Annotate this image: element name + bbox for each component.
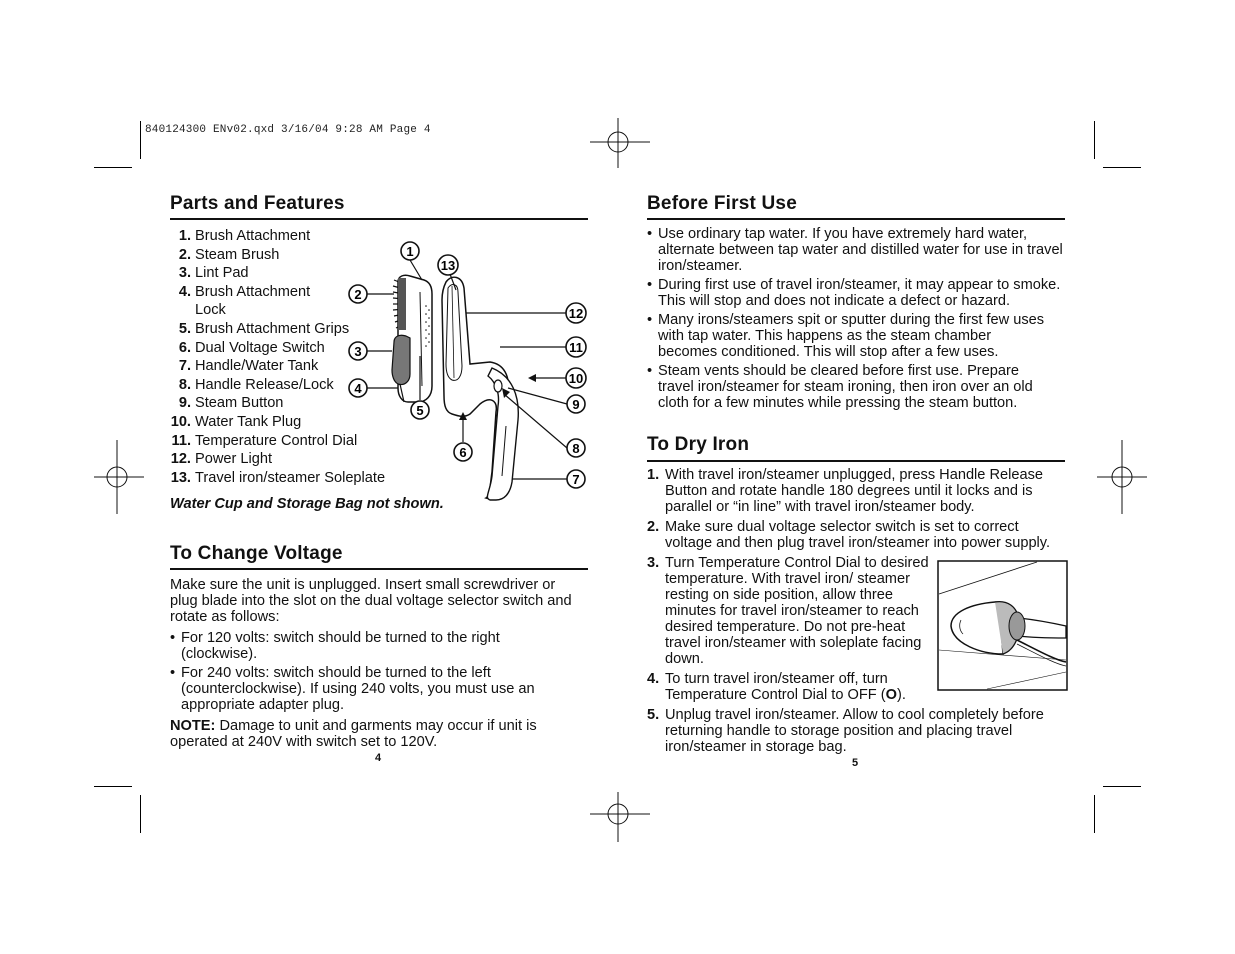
- page-number-left: 4: [375, 752, 382, 764]
- heading-rule: [170, 568, 588, 570]
- part-item: 12. Power Light: [170, 451, 273, 468]
- crop-mark: [1094, 795, 1095, 833]
- voltage-section: [170, 577, 585, 750]
- callout-label: 13: [440, 258, 456, 273]
- crop-mark: [1103, 167, 1141, 168]
- part-item: 9. Steam Button: [178, 395, 284, 412]
- dry-step: 5. Unplug travel iron/steamer. Allow to cool completely before returning handle to storage position and placing travel iron/steamer in storage bag.: [647, 707, 1044, 755]
- crop-mark: [1094, 121, 1095, 159]
- before-bullet: • Use ordinary tap water. If you have extremely hard water, alternate between tap water and distilled water for use in travel iron/steamer.: [647, 226, 1063, 274]
- part-item: 1. Brush Attachment: [178, 228, 311, 244]
- callout-label: 5: [416, 403, 424, 418]
- dry-step: 3. Turn Temperature Control Dial to desired temperature. With travel iron/ steamer resting on side position, allow three minutes for travel iron/steamer to reach desired temperature. Do not pre-heat travel iron/steamer with soleplate facing down.: [647, 555, 929, 667]
- part-item: 6. Dual Voltage Switch: [178, 339, 325, 356]
- callout-label: 12: [568, 306, 584, 321]
- dry-step: 4. To turn travel iron/steamer off, turn Temperature Control Dial to OFF (O).: [647, 671, 906, 703]
- voltage-heading: To Change Voltage: [170, 543, 343, 564]
- part-item: 13. Travel iron/steamer Soleplate: [170, 469, 386, 486]
- callout-label: 7: [572, 472, 580, 487]
- part-item: 8. Handle Release/Lock: [178, 376, 334, 393]
- part-item: 7. Handle/Water Tank: [178, 358, 319, 375]
- file-slug: 840124300 ENv02.qxd 3/16/04 9:28 AM Page 4: [145, 124, 431, 136]
- parts-heading: Parts and Features: [170, 193, 345, 214]
- callout-label: 11: [569, 340, 583, 355]
- callout-label: 9: [572, 397, 580, 412]
- callout-label: 10: [568, 371, 584, 386]
- page-number-right: 5: [852, 757, 859, 769]
- part-item: 10. Water Tank Plug: [170, 413, 302, 430]
- registration-mark-bottom: [590, 792, 650, 842]
- before-bullet: • During first use of travel iron/steamer, it may appear to smoke. This will stop and does not indicate a defect or hazard.: [647, 277, 1061, 309]
- heading-rule: [170, 218, 588, 220]
- dry-heading: To Dry Iron: [647, 434, 750, 455]
- part-item: 3. Lint Pad: [178, 265, 249, 282]
- part-item: 4. Brush Attachment: [178, 283, 311, 300]
- not-shown-note: Water Cup and Storage Bag not shown.: [170, 496, 444, 512]
- voltage-note: NOTE: Damage to unit and garments may occur if unit is operated at 240V with switch set to 120V.: [170, 718, 537, 750]
- crop-mark: [94, 786, 132, 787]
- part-item: 11. Temperature Control Dial: [171, 432, 358, 449]
- voltage-bullet: • For 120 volts: switch should be turned to the right (clockwise).: [170, 630, 500, 662]
- callout-label: 3: [354, 344, 362, 359]
- registration-mark-right: [1097, 440, 1147, 514]
- steamer-illustration: [340, 236, 592, 506]
- dry-step: 1. With travel iron/steamer unplugged, press Handle Release Button and rotate handle 180 degrees until it locks and is parallel or “in line” with travel iron/steamer body.: [647, 467, 1044, 515]
- part-item-continued: Lock: [195, 302, 226, 319]
- crop-mark: [1103, 786, 1141, 787]
- voltage-bullet: • For 240 volts: switch should be turned to the left (counterclockwise). If using 240 volts, you must use an appropriate adapter plug.: [170, 665, 535, 713]
- registration-mark-top: [590, 118, 650, 168]
- callout-label: 4: [354, 381, 362, 396]
- voltage-intro: Make sure the unit is unplugged. Insert small screwdriver or plug blade into the slot on the dual voltage selector switch and rotate as follows:: [170, 577, 572, 625]
- dry-iron-illustration: [937, 560, 1068, 691]
- part-item: 2. Steam Brush: [178, 246, 280, 263]
- callout-label: 1: [406, 244, 414, 259]
- crop-mark: [140, 795, 141, 833]
- before-bullet: • Steam vents should be cleared before first use. Prepare travel iron/steamer for steam ironing, then iron over an old cloth for a few minutes while pressing the steam button.: [647, 363, 1033, 411]
- callout-label: 2: [354, 287, 362, 302]
- before-section: [647, 226, 1067, 414]
- before-bullet: • Many irons/steamers spit or sputter during the first few uses with tap water. This happens as the steam chamber becomes conditioned. This will stop after a few uses.: [647, 312, 1045, 360]
- crop-mark: [140, 121, 141, 159]
- heading-rule: [647, 218, 1065, 220]
- part-item: 5. Brush Attachment Grips: [178, 320, 350, 337]
- registration-mark-left: [94, 440, 144, 514]
- crop-mark: [94, 167, 132, 168]
- callout-label: 6: [459, 445, 467, 460]
- heading-rule: [647, 460, 1065, 462]
- callout-label: 8: [572, 441, 580, 456]
- before-heading: Before First Use: [647, 193, 797, 214]
- dry-step: 2. Make sure dual voltage selector switch is set to correct voltage and then plug travel iron/steamer into power supply.: [647, 519, 1051, 551]
